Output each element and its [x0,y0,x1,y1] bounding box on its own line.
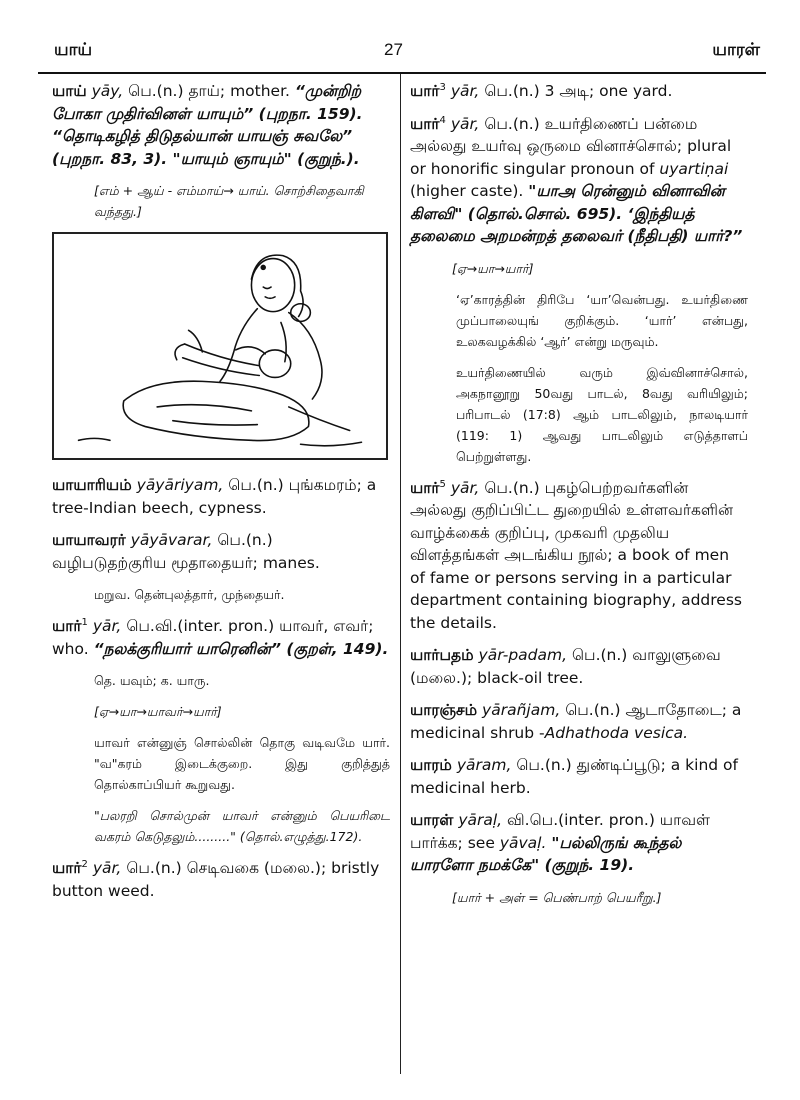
entry-yarpadam [410,644,748,689]
definition: பெ.(n.) செடிவகை (மலை.); bristly button weed. [52,859,380,900]
usage-note: உயர்திணையில் வரும் இவ்வினாச்சொல், அகநானூறு 50வது பாடல், 8வது வரியிலும்; பரிபாடல் (17:8) ஆம் பாடலிலும், நாலடியார் (119: 1) ஆவது பாடலிலும் எடுத்தாளப் பெற்றுள்ளது. [456,364,748,464]
page-number: 27 [384,40,403,59]
headword: யார் [52,859,82,877]
headword: யார்பதம் [410,646,474,664]
definition: பெ.வி.(inter. pron.) யாவர், எவர்; who. [52,617,374,658]
transliteration: yār, [450,478,480,497]
definition: பெ.(n.) துண்டிப்பூடு; a kind of medicinal herb. [410,756,738,797]
transliteration: yār, [92,617,122,635]
grammar-note: யாவர் என்னுஞ் சொல்லின் தொகு வடிவமே யார். "வ"கரம் இடைக்குறை. இது குறித்துத் தொல்காப்பியர் கூறுவது. [94,735,390,792]
entry-yar-4 [410,113,748,248]
definition: பெ.(n.) 3 அடி; one yard. [484,82,673,100]
quotation: “முன்றிற் போகா முதிர்வினள் யாயும்” (புறநா. 159). “தொடிகழித் திடுதல்யான் யாயஞ் சுவலே” (புறநா. 83, 3). "யாயும் ஞாயும்" (குறுந்.). [52,82,363,168]
transliteration: yār, [450,114,480,133]
transliteration: yāraḷ, [458,811,503,829]
transliteration: yārañjam, [482,701,561,719]
transliteration: yāyāriyam, [136,476,224,494]
headword: யாரம் [410,756,452,774]
headword: யாரள் [410,811,454,829]
entry-yar-3 [410,80,748,103]
definition: பெ.(n.) புங்கமரம்; a tree-Indian beech, cypness. [52,476,377,517]
entry-yar-2 [52,857,390,902]
definition: பெ.(n.) புகழ்பெற்றவர்களின் அல்லது குறிப்பிட்ட துறையில் உள்ளவர்களின் வாழ்க்கைக் குறிப்பு, முகவரி முதலிய விளத்தங்கள் அடங்கிய நூல்; a book of men of fame or persons serving in a particular department containing biography, address the details. [410,478,742,632]
headword: யார் [410,114,440,133]
page-header [0,0,800,72]
homograph-number: 3 [439,81,446,93]
etymology-note: [ஏ→யா→யார்] [452,260,534,276]
column-divider [400,74,401,1074]
transliteration-2: uyartiṇai [659,159,729,178]
definition: பெ.(n.) வழிபடுதற்குரிய மூதாதையர்; manes. [52,531,320,572]
etymology-note: [ஏ→யா→யாவர்→யார்] [94,704,222,719]
headword: யாய் [52,82,87,100]
headword: யார் [410,82,440,100]
entry-yaranjam [410,699,748,744]
headword: யாரஞ்சம் [410,701,478,719]
cognate-note: தெ. யவும்; க. யாரு. [94,673,210,688]
entry-yaram [410,754,748,799]
homograph-number: 4 [439,114,446,126]
entry-yayariyam [52,474,390,519]
definition: பெ.(n.) உயர்திணைப் பன்மை அல்லது உயர்வு ஒருமை வினாச்சொல்; plural or honorific singular pronoun of [410,114,732,178]
entry-yar-5 [410,477,748,635]
entry-yayavarar [52,529,390,574]
transliteration-2: yāvaḷ. [499,833,547,852]
homograph-number: 1 [81,616,88,628]
transliteration: yār-padam, [478,646,568,664]
synonym-note: மறுவ. தென்புலத்தார், முந்தையர். [94,587,285,602]
quotation: "யாஅ ரென்னும் வினாவின் கிளவி" (தொல்.சொல். 695). ‘இந்தியத் தலைமை அறமன்றத் தலைவர் (நீதிபதி) யார்?” [410,182,743,245]
transliteration: yāyāvarar, [130,531,213,549]
definition: பெ.(n.) தாய்; mother. [128,82,290,100]
transliteration: yār, [92,859,122,877]
headword: யாயாரியம் [52,476,132,494]
homograph-number: 2 [81,858,88,870]
headword: யார் [410,478,440,497]
transliteration: yāram, [456,756,512,774]
headword: யார் [52,617,82,635]
scientific-name: Adhathoda vesica. [544,723,689,742]
entry-yar-1 [52,615,390,660]
etymology-note: [யார் + அள் = பெண்பாற் பெயரீறு.] [452,889,662,905]
definition: வி.பெ.(inter. pron.) யாவள் பார்க்க; see [410,811,711,852]
etymology-note: [எம் + ஆய் - எம்மாய்→ யாய். சொற்சிதைவாகி வந்தது.] [94,183,364,219]
transliteration: yāy, [91,82,124,100]
quotation: "பல்லிருங் கூந்தல் யாரளோ நமக்கே" (குறுந். 19). [410,833,682,874]
running-head-right: யாரள் [712,40,760,60]
left-column [52,80,390,912]
right-column [410,80,748,918]
definition: பெ.(n.) ஆடாதோடை; a medicinal shrub - [410,701,742,742]
entry-yaral [410,809,748,877]
header-rule [38,72,766,74]
headword: யாயாவரர் [52,531,126,549]
citation-note: "பலரறி சொல்முன் யாவர் என்னும் பெயரிடை வகரம் கெடுதலும்........." (தொல்.எழுத்து.172). [94,808,390,844]
transliteration: yār, [450,82,480,100]
entry-yay [52,80,390,170]
illustration-mother-child [52,232,388,460]
running-head-left: யாய் [54,40,93,60]
grammar-note: ‘ஏ’காரத்தின் திரிபே ‘யா’வென்பது. உயர்திணை முப்பாலையுங் குறிக்கும். ‘யார்’ என்பது, உலகவழக்கில் ‘ஆர்’ என்று மருவும். [456,291,748,349]
definition: பெ.(n.) வாலுளுவை (மலை.); black-oil tree. [410,646,721,687]
definition-2: (higher caste). [410,182,524,200]
mother-child-drawing [54,234,386,458]
homograph-number: 5 [439,478,446,490]
quotation: “நலக்குரியார் யாரெனின்” (குறள், 149). [93,639,389,658]
